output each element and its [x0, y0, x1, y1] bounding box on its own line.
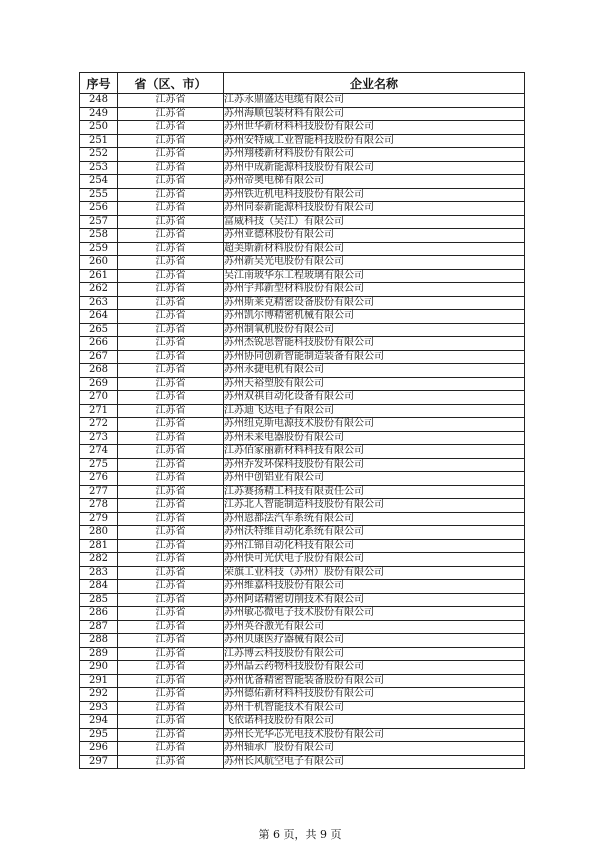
row-company-name: 江苏北人智能制造科技股份有限公司	[224, 499, 525, 513]
row-seq: 278	[80, 499, 118, 513]
table-row	[80, 674, 525, 688]
row-company-name: 苏州亚德林股份有限公司	[224, 229, 525, 243]
row-province: 江苏省	[118, 323, 224, 337]
table-row	[80, 742, 525, 756]
row-province: 江苏省	[118, 431, 224, 445]
table-row	[80, 458, 525, 472]
row-province: 江苏省	[118, 607, 224, 621]
table-row	[80, 337, 525, 351]
row-company-name: 苏州晶云药物科技股份有限公司	[224, 661, 525, 675]
table-row	[80, 593, 525, 607]
row-province: 江苏省	[118, 674, 224, 688]
row-seq: 262	[80, 283, 118, 297]
table-row	[80, 404, 525, 418]
row-province: 江苏省	[118, 620, 224, 634]
row-company-name: 江苏佰家丽新材料科技有限公司	[224, 445, 525, 459]
row-seq: 271	[80, 404, 118, 418]
row-province: 江苏省	[118, 418, 224, 432]
row-province: 江苏省	[118, 269, 224, 283]
header-company-name: 企业名称	[224, 73, 525, 94]
page-footer: 第 6 页，共 9 页	[258, 828, 342, 841]
table-row	[80, 215, 525, 229]
table-row	[80, 607, 525, 621]
row-seq: 260	[80, 256, 118, 270]
row-seq: 253	[80, 161, 118, 175]
row-province: 江苏省	[118, 161, 224, 175]
row-company-name: 苏州制氧机股份有限公司	[224, 323, 525, 337]
row-company-name: 荣旗工业科技（苏州）股份有限公司	[224, 566, 525, 580]
row-company-name: 苏州纽克斯电源技术股份有限公司	[224, 418, 525, 432]
row-seq: 248	[80, 94, 118, 108]
table-row	[80, 175, 525, 189]
row-seq: 288	[80, 634, 118, 648]
row-province: 江苏省	[118, 134, 224, 148]
row-seq: 275	[80, 458, 118, 472]
row-seq: 277	[80, 485, 118, 499]
row-seq: 295	[80, 728, 118, 742]
row-seq: 270	[80, 391, 118, 405]
row-company-name: 超美斯新材料股份有限公司	[224, 242, 525, 256]
row-seq: 274	[80, 445, 118, 459]
table-row	[80, 620, 525, 634]
row-seq: 272	[80, 418, 118, 432]
row-company-name: 苏州敏芯微电子技术股份有限公司	[224, 607, 525, 621]
table-row	[80, 647, 525, 661]
table-row	[80, 755, 525, 769]
enterprise-table	[79, 72, 525, 769]
row-company-name: 苏州中创铝业有限公司	[224, 472, 525, 486]
row-province: 江苏省	[118, 391, 224, 405]
row-province: 江苏省	[118, 728, 224, 742]
row-seq: 257	[80, 215, 118, 229]
row-province: 江苏省	[118, 715, 224, 729]
row-company-name: 苏州千机智能技术有限公司	[224, 701, 525, 715]
table-row	[80, 202, 525, 216]
row-seq: 284	[80, 580, 118, 594]
row-seq: 261	[80, 269, 118, 283]
row-company-name: 苏州德佑新材料科技股份有限公司	[224, 688, 525, 702]
row-province: 江苏省	[118, 256, 224, 270]
row-company-name: 苏州乔发环保科技股份有限公司	[224, 458, 525, 472]
row-seq: 280	[80, 526, 118, 540]
table-row	[80, 472, 525, 486]
table-row	[80, 364, 525, 378]
row-province: 江苏省	[118, 202, 224, 216]
table-row	[80, 269, 525, 283]
row-seq: 266	[80, 337, 118, 351]
table-row	[80, 418, 525, 432]
row-province: 江苏省	[118, 121, 224, 135]
row-company-name: 江苏赛扬精工科技有限责任公司	[224, 485, 525, 499]
row-company-name: 苏州维嘉科技股份有限公司	[224, 580, 525, 594]
table-body	[80, 94, 525, 769]
row-province: 江苏省	[118, 742, 224, 756]
row-company-name: 江苏迪飞达电子有限公司	[224, 404, 525, 418]
table-row	[80, 229, 525, 243]
table-row	[80, 701, 525, 715]
row-province: 江苏省	[118, 485, 224, 499]
row-province: 江苏省	[118, 647, 224, 661]
row-company-name: 苏州杰锐思智能科技股份有限公司	[224, 337, 525, 351]
row-company-name: 苏州世华新材料科技股份有限公司	[224, 121, 525, 135]
row-province: 江苏省	[118, 296, 224, 310]
row-seq: 255	[80, 188, 118, 202]
row-seq: 279	[80, 512, 118, 526]
table-row	[80, 323, 525, 337]
row-company-name: 苏州轴承厂股份有限公司	[224, 742, 525, 756]
row-company-name: 苏州协同创新智能制造装备有限公司	[224, 350, 525, 364]
row-company-name: 江苏永鼎盛达电缆有限公司	[224, 94, 525, 108]
row-seq: 251	[80, 134, 118, 148]
row-seq: 292	[80, 688, 118, 702]
row-seq: 252	[80, 148, 118, 162]
row-seq: 282	[80, 553, 118, 567]
row-company-name: 苏州沃特维自动化系统有限公司	[224, 526, 525, 540]
row-company-name: 苏州天裕塑胶有限公司	[224, 377, 525, 391]
table-row	[80, 283, 525, 297]
row-company-name: 苏州铁近机电科技股份有限公司	[224, 188, 525, 202]
row-company-name: 苏州长风航空电子有限公司	[224, 755, 525, 769]
row-company-name: 苏州斯莱克精密设备股份有限公司	[224, 296, 525, 310]
row-province: 江苏省	[118, 499, 224, 513]
row-seq: 290	[80, 661, 118, 675]
row-company-name: 苏州永捷电机有限公司	[224, 364, 525, 378]
row-company-name: 苏州翔楼新材料股份有限公司	[224, 148, 525, 162]
row-seq: 259	[80, 242, 118, 256]
row-company-name: 苏州恩都法汽车系统有限公司	[224, 512, 525, 526]
row-seq: 289	[80, 647, 118, 661]
row-seq: 265	[80, 323, 118, 337]
row-province: 江苏省	[118, 539, 224, 553]
table-row	[80, 107, 525, 121]
table-row	[80, 688, 525, 702]
row-seq: 287	[80, 620, 118, 634]
row-company-name: 苏州长光华芯光电技术股份有限公司	[224, 728, 525, 742]
table-row	[80, 445, 525, 459]
header-seq: 序号	[80, 73, 118, 94]
row-seq: 267	[80, 350, 118, 364]
row-seq: 294	[80, 715, 118, 729]
row-province: 江苏省	[118, 310, 224, 324]
row-province: 江苏省	[118, 593, 224, 607]
row-province: 江苏省	[118, 188, 224, 202]
header-province: 省（区、市）	[118, 73, 224, 94]
row-company-name: 苏州优备精密智能装备股份有限公司	[224, 674, 525, 688]
row-province: 江苏省	[118, 445, 224, 459]
table-row	[80, 539, 525, 553]
row-province: 江苏省	[118, 175, 224, 189]
row-seq: 296	[80, 742, 118, 756]
table-row	[80, 566, 525, 580]
table-row	[80, 431, 525, 445]
row-company-name: 苏州贝康医疗器械有限公司	[224, 634, 525, 648]
row-seq: 291	[80, 674, 118, 688]
row-company-name: 江苏博云科技股份有限公司	[224, 647, 525, 661]
table-header-row	[80, 73, 525, 94]
row-company-name: 吴江南玻华东工程玻璃有限公司	[224, 269, 525, 283]
row-province: 江苏省	[118, 661, 224, 675]
row-seq: 297	[80, 755, 118, 769]
table-row	[80, 580, 525, 594]
table-row	[80, 188, 525, 202]
row-company-name: 苏州快可光伏电子股份有限公司	[224, 553, 525, 567]
row-province: 江苏省	[118, 350, 224, 364]
row-province: 江苏省	[118, 283, 224, 297]
row-province: 江苏省	[118, 688, 224, 702]
row-province: 江苏省	[118, 94, 224, 108]
row-province: 江苏省	[118, 337, 224, 351]
table-row	[80, 512, 525, 526]
row-seq: 250	[80, 121, 118, 135]
row-province: 江苏省	[118, 377, 224, 391]
row-seq: 263	[80, 296, 118, 310]
row-seq: 276	[80, 472, 118, 486]
table-row	[80, 634, 525, 648]
table-row	[80, 661, 525, 675]
row-company-name: 苏州帝奥电梯有限公司	[224, 175, 525, 189]
row-province: 江苏省	[118, 755, 224, 769]
row-seq: 258	[80, 229, 118, 243]
row-company-name: 飞依诺科技股份有限公司	[224, 715, 525, 729]
table-row	[80, 728, 525, 742]
row-company-name: 苏州同泰新能源科技股份有限公司	[224, 202, 525, 216]
row-province: 江苏省	[118, 553, 224, 567]
row-province: 江苏省	[118, 458, 224, 472]
row-company-name: 苏州海顺包装材料有限公司	[224, 107, 525, 121]
row-seq: 293	[80, 701, 118, 715]
row-company-name: 苏州英谷激光有限公司	[224, 620, 525, 634]
row-company-name: 苏州中成新能源科技股份有限公司	[224, 161, 525, 175]
row-province: 江苏省	[118, 107, 224, 121]
row-province: 江苏省	[118, 526, 224, 540]
row-seq: 269	[80, 377, 118, 391]
row-seq: 281	[80, 539, 118, 553]
table-row	[80, 553, 525, 567]
table-row	[80, 161, 525, 175]
table-row	[80, 310, 525, 324]
row-province: 江苏省	[118, 364, 224, 378]
row-seq: 254	[80, 175, 118, 189]
table-row	[80, 377, 525, 391]
row-company-name: 苏州新吴光电股份有限公司	[224, 256, 525, 270]
table-row	[80, 242, 525, 256]
table-row	[80, 256, 525, 270]
row-province: 江苏省	[118, 242, 224, 256]
table-row	[80, 526, 525, 540]
row-province: 江苏省	[118, 580, 224, 594]
row-province: 江苏省	[118, 215, 224, 229]
table-row	[80, 499, 525, 513]
row-seq: 249	[80, 107, 118, 121]
row-company-name: 苏州安特威工业智能科技股份有限公司	[224, 134, 525, 148]
row-province: 江苏省	[118, 566, 224, 580]
row-province: 江苏省	[118, 404, 224, 418]
row-company-name: 苏州未来电器股份有限公司	[224, 431, 525, 445]
table-row	[80, 134, 525, 148]
row-seq: 256	[80, 202, 118, 216]
row-company-name: 苏州宇邦新型材料股份有限公司	[224, 283, 525, 297]
row-province: 江苏省	[118, 229, 224, 243]
row-province: 江苏省	[118, 701, 224, 715]
table-row	[80, 715, 525, 729]
row-seq: 273	[80, 431, 118, 445]
row-province: 江苏省	[118, 512, 224, 526]
row-company-name: 苏州双祺自动化设备有限公司	[224, 391, 525, 405]
table-row	[80, 148, 525, 162]
table-row	[80, 350, 525, 364]
table-row	[80, 94, 525, 108]
table-row	[80, 121, 525, 135]
row-seq: 285	[80, 593, 118, 607]
row-company-name: 富威科技（吴江）有限公司	[224, 215, 525, 229]
table-row	[80, 296, 525, 310]
row-seq: 264	[80, 310, 118, 324]
row-company-name: 苏州江锦自动化科技有限公司	[224, 539, 525, 553]
row-seq: 268	[80, 364, 118, 378]
row-province: 江苏省	[118, 472, 224, 486]
row-company-name: 苏州阿诺精密切削技术有限公司	[224, 593, 525, 607]
row-province: 江苏省	[118, 148, 224, 162]
table-row	[80, 391, 525, 405]
row-company-name: 苏州凯尔博精密机械有限公司	[224, 310, 525, 324]
row-seq: 286	[80, 607, 118, 621]
table-row	[80, 485, 525, 499]
row-seq: 283	[80, 566, 118, 580]
row-province: 江苏省	[118, 634, 224, 648]
